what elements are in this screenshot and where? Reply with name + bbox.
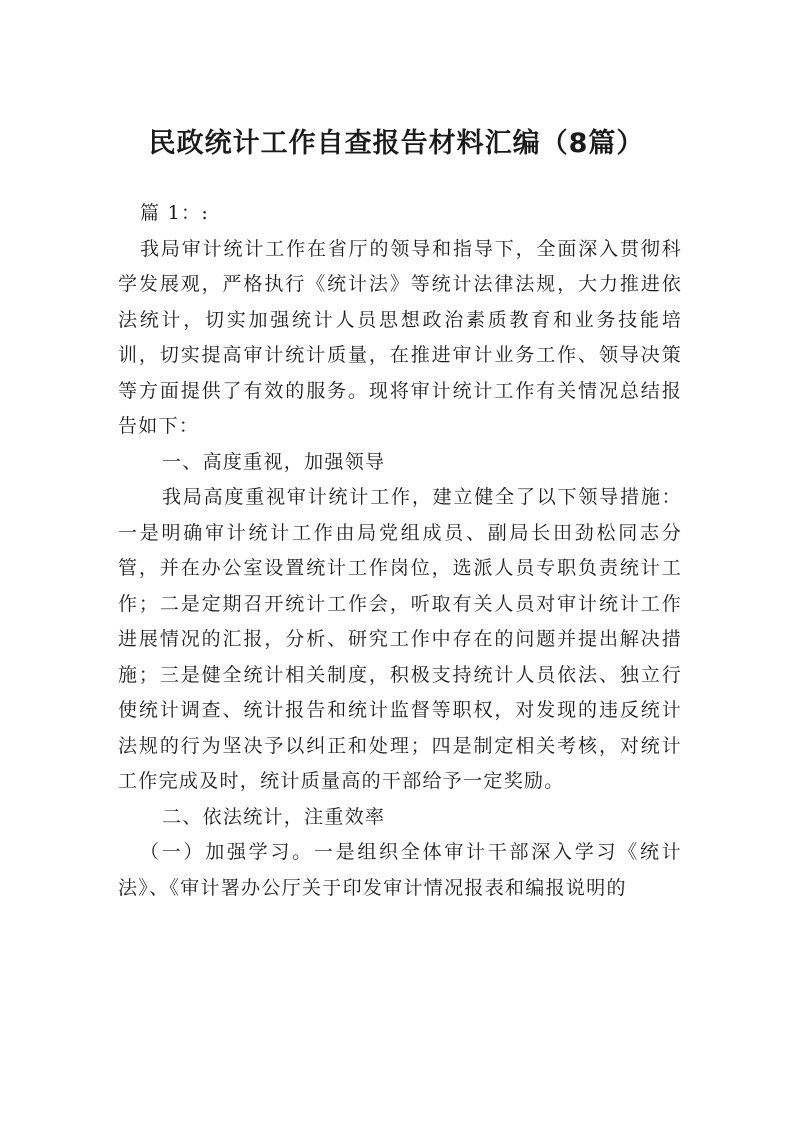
section-heading-2: 二、依法统计，注重效率	[162, 805, 386, 828]
document-body	[118, 196, 682, 906]
section-2-paragraph: （一）加强学习。一是组织全体审计干部深入学习《统计法》、《审计署办公厅关于印发审计情况报表和编报说明的	[118, 841, 682, 899]
chapter-label: 篇 1：:	[140, 202, 210, 224]
intro-paragraph: 我局审计统计工作在省厅的领导和指导下，全面深入贯彻科学发展观，严格执行《统计法》等统计法律法规，大力推进依法统计，切实加强统计人员思想政治素质教育和业务技能培训，切实提高审计统计质量，在推进审计业务工作、领导决策等方面提供了有效的服务。现将审计统计工作有关情况总结报告如下：	[118, 237, 682, 437]
section-1-paragraph: 我局高度重视审计统计工作，建立健全了以下领导措施：一是明确审计统计工作由局党组成员、副局长田劲松同志分管，并在办公室设置统计工作岗位，选派人员专职负责统计工作；二是定期召开统计工作会，听取有关人员对审计统计工作进展情况的汇报，分析、研究工作中存在的问题并提出解决措施；三是健全统计相关制度，积极支持统计人员依法、独立行使统计调查、统计报告和统计监督等职权，对发现的违反统计法规的行为坚决予以纠正和处理；四是制定相关考核，对统计工作完成及时，统计质量高的干部给予一定奖励。	[118, 486, 682, 792]
document-title: 民政统计工作自查报告材料汇编（8篇）	[148, 128, 645, 159]
section-heading-1: 一、高度重视，加强领导	[162, 450, 386, 473]
